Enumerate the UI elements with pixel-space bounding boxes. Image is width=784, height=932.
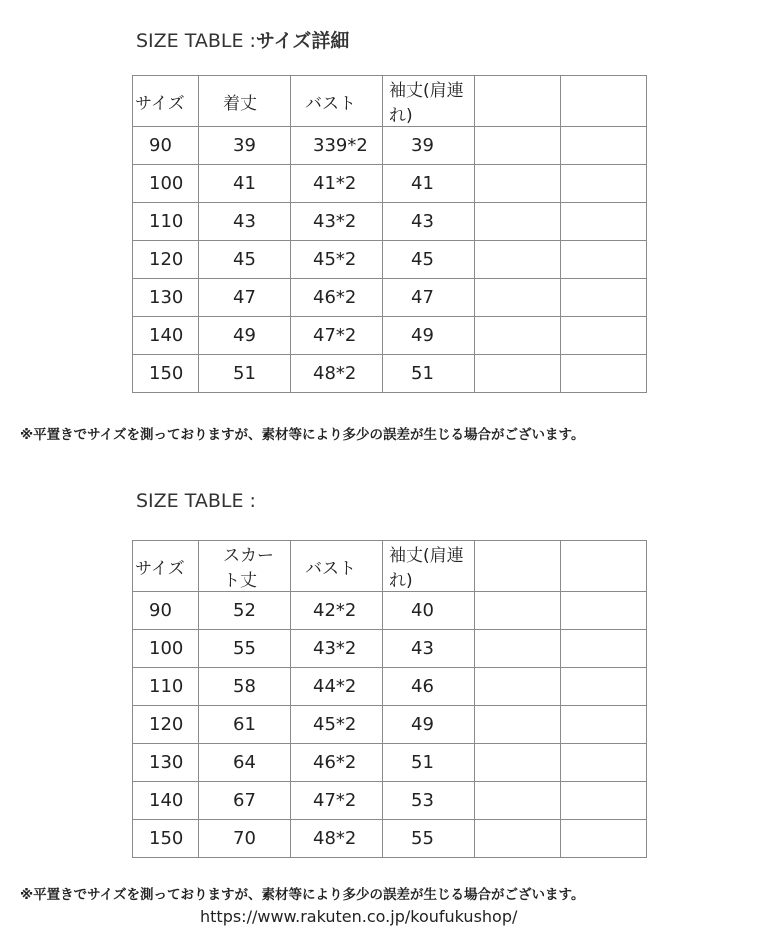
table-cell: 150 — [133, 355, 199, 393]
table-row — [133, 592, 647, 630]
table-cell: 58 — [199, 668, 291, 706]
table-cell — [561, 706, 647, 744]
table-cell: 45*2 — [291, 241, 383, 279]
table-cell: 49 — [383, 706, 475, 744]
table-row — [133, 668, 647, 706]
title-latin: SIZE TABLE : — [136, 490, 256, 512]
table-cell: 51 — [199, 355, 291, 393]
table-cell — [561, 782, 647, 820]
table-cell: 47*2 — [291, 782, 383, 820]
table-cell: 110 — [133, 203, 199, 241]
table-cell: 339*2 — [291, 127, 383, 165]
table-row — [133, 317, 647, 355]
header-cell: サイズ — [133, 76, 199, 127]
table-row — [133, 127, 647, 165]
table-cell: 43 — [383, 203, 475, 241]
table-cell: 48*2 — [291, 355, 383, 393]
table-row — [133, 241, 647, 279]
table-cell: 49 — [383, 317, 475, 355]
table-cell — [561, 630, 647, 668]
table-cell: 43 — [383, 630, 475, 668]
measurement-note-1: ※平置きでサイズを測っておりますが、素材等により多少の誤差が生じる場合がございます。 — [20, 427, 585, 443]
table-cell: 120 — [133, 706, 199, 744]
table-cell — [475, 630, 561, 668]
table-cell — [561, 668, 647, 706]
table-cell: 120 — [133, 241, 199, 279]
title-jp: サイズ詳細 — [255, 30, 350, 52]
table-cell: 110 — [133, 668, 199, 706]
header-cell: サイズ — [133, 541, 199, 592]
table-row — [133, 744, 647, 782]
header-row — [133, 541, 647, 592]
table-cell: 41 — [199, 165, 291, 203]
table-cell: 45*2 — [291, 706, 383, 744]
table-cell — [561, 744, 647, 782]
table-row — [133, 820, 647, 858]
header-cell — [475, 76, 561, 127]
table-cell: 130 — [133, 279, 199, 317]
table-cell — [475, 820, 561, 858]
shop-url: https://www.rakuten.co.jp/koufukushop/ — [200, 907, 518, 926]
table-cell: 41*2 — [291, 165, 383, 203]
table-cell: 53 — [383, 782, 475, 820]
table-cell: 64 — [199, 744, 291, 782]
table-cell: 46 — [383, 668, 475, 706]
table-cell — [475, 317, 561, 355]
table-cell: 45 — [199, 241, 291, 279]
header-cell: バスト — [291, 76, 383, 127]
table-cell: 140 — [133, 782, 199, 820]
table-cell — [475, 782, 561, 820]
table-row — [133, 782, 647, 820]
header-cell — [475, 541, 561, 592]
table-cell: 90 — [133, 592, 199, 630]
table-cell: 90 — [133, 127, 199, 165]
table-cell: 100 — [133, 165, 199, 203]
table-cell: 52 — [199, 592, 291, 630]
table-cell: 47 — [383, 279, 475, 317]
table-cell — [475, 279, 561, 317]
header-cell — [561, 541, 647, 592]
table-cell: 51 — [383, 355, 475, 393]
table-cell: 39 — [383, 127, 475, 165]
header-cell: バスト — [291, 541, 383, 592]
table-row — [133, 279, 647, 317]
table-cell: 140 — [133, 317, 199, 355]
table-cell: 46*2 — [291, 279, 383, 317]
table-cell — [561, 317, 647, 355]
size-table-1 — [132, 75, 647, 393]
table-row — [133, 630, 647, 668]
header-cell: 袖丈(肩連れ) — [383, 76, 475, 127]
table-cell: 61 — [199, 706, 291, 744]
table-cell: 46*2 — [291, 744, 383, 782]
table-cell: 130 — [133, 744, 199, 782]
table-cell: 44*2 — [291, 668, 383, 706]
table-row — [133, 203, 647, 241]
table-cell — [475, 127, 561, 165]
header-cell — [561, 76, 647, 127]
table-cell: 43*2 — [291, 630, 383, 668]
table-cell — [475, 165, 561, 203]
table-cell — [475, 706, 561, 744]
table-cell — [561, 355, 647, 393]
header-cell: スカート丈 — [199, 541, 291, 592]
table-cell — [475, 241, 561, 279]
size-table-title-2 — [136, 490, 256, 512]
table-cell: 55 — [199, 630, 291, 668]
table-cell: 70 — [199, 820, 291, 858]
table-cell — [561, 127, 647, 165]
table-cell: 67 — [199, 782, 291, 820]
table-cell — [475, 355, 561, 393]
header-row — [133, 76, 647, 127]
table-cell: 47*2 — [291, 317, 383, 355]
table-cell — [475, 744, 561, 782]
table-cell: 43*2 — [291, 203, 383, 241]
size-table-title-1 — [136, 26, 349, 53]
table-cell: 42*2 — [291, 592, 383, 630]
table-cell: 100 — [133, 630, 199, 668]
table-cell: 43 — [199, 203, 291, 241]
title-latin: SIZE TABLE : — [136, 30, 256, 52]
table-cell — [561, 203, 647, 241]
table-cell — [475, 668, 561, 706]
table-cell — [561, 592, 647, 630]
header-cell: 袖丈(肩連れ) — [383, 541, 475, 592]
table-cell: 39 — [199, 127, 291, 165]
table-cell: 40 — [383, 592, 475, 630]
table-cell: 48*2 — [291, 820, 383, 858]
table-row — [133, 165, 647, 203]
table-cell: 49 — [199, 317, 291, 355]
measurement-note-2: ※平置きでサイズを測っておりますが、素材等により多少の誤差が生じる場合がございます。 — [20, 887, 585, 903]
table-cell — [475, 203, 561, 241]
table-cell: 51 — [383, 744, 475, 782]
table-cell — [561, 165, 647, 203]
table-cell — [561, 820, 647, 858]
table-cell: 41 — [383, 165, 475, 203]
table-cell: 150 — [133, 820, 199, 858]
table-cell: 45 — [383, 241, 475, 279]
table-cell — [561, 241, 647, 279]
table-cell: 47 — [199, 279, 291, 317]
table-row — [133, 355, 647, 393]
header-cell: 着丈 — [199, 76, 291, 127]
table-cell: 55 — [383, 820, 475, 858]
table-cell — [475, 592, 561, 630]
table-cell — [561, 279, 647, 317]
table-row — [133, 706, 647, 744]
size-table-2 — [132, 540, 647, 858]
